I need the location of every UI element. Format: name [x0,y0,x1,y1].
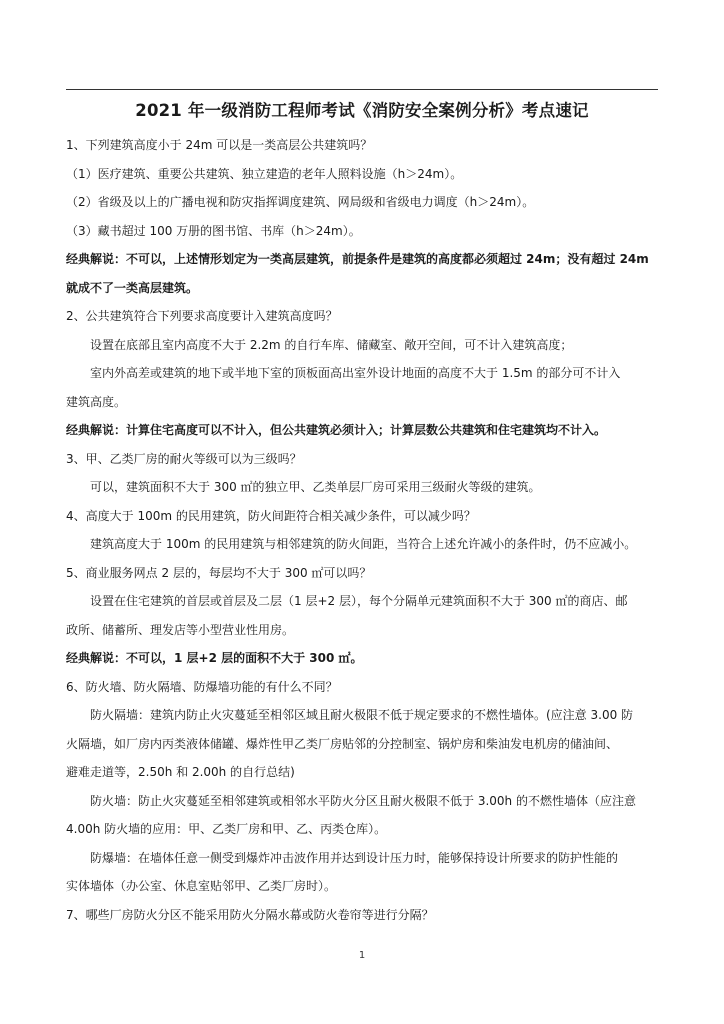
answer-3: 可以，建筑面积不大于 300 ㎡的独立甲、乙类单层厂房可采用三级耐火等级的建筑。 [90,480,541,494]
answer-5: 设置在住宅建筑的首层或首层及二层（1 层+2 层），每个分隔单元建筑面积不大于 300 ㎡的商店、邮 [90,594,628,608]
explanation-5: 经典解说：不可以，1 层+2 层的面积不大于 300 ㎡。 [66,651,363,665]
question-5: 5、商业服务网点 2 层的，每层均不大于 300 ㎡可以吗？ [66,565,372,580]
document-title: 2021 年一级消防工程师考试《消防安全案例分析》考点速记 [135,101,589,120]
question-4: 4、高度大于 100m 的民用建筑，防火间距符合相关减少条件，可以减少吗？ [66,508,476,523]
page-number: 1 [358,950,366,961]
list-item: （2）省级及以上的广播电视和防灾指挥调度建筑、网局级和省级电力调度（h＞24m）。 [66,195,535,209]
answer-6-blastwall: 防爆墙：在墙体任意一侧受到爆炸冲击波作用并达到设计压力时，能够保持设计所要求的防护性能的 [90,850,619,865]
answer-2-cont: 建筑高度。 [66,394,127,409]
question-6: 6、防火墙、防火隔墙、防爆墙功能的有什么不同？ [66,679,338,694]
question-3: 3、甲、乙类厂房的耐火等级可以为三级吗？ [66,451,302,466]
question-2: 2、公共建筑符合下列要求高度要计入建筑高度吗？ [66,309,338,323]
answer-2-para: 设置在底部且室内高度不大于 2.2m 的自行车库、储藏室、敞开空间，可不计入建筑高度； [90,337,573,352]
list-item: （1）医疗建筑、重要公共建筑、独立建造的老年人照料设施（h＞24m）。 [66,166,463,181]
answer-5-cont: 政所、储蓄所、理发店等小型营业性用房。 [66,622,295,637]
answer-6-partition-cont: 火隔墙，如厂房内丙类液体储罐、爆炸性甲乙类厂房贴邻的分控制室、锅炉房和柴油发电机房的储油间、 [66,736,619,751]
explanation-1-cont: 就成不了一类高层建筑。 [66,280,199,295]
answer-4: 建筑高度大于 100m 的民用建筑与相邻建筑的防火间距，当符合上述允许减小的条件时，仍不应减小。 [90,537,637,551]
document-body [66,131,658,929]
explanation-2: 经典解说：计算住宅高度可以不计入，但公共建筑必须计入；计算层数公共建筑和住宅建筑均不计入。 [66,423,607,437]
answer-6-firewall-cont: 4.00h 防火墙的应用：甲、乙类厂房和甲、乙、丙类仓库）。 [66,822,387,836]
answer-6-partition: 防火隔墙：建筑内防止火灾蔓延至相邻区域且耐火极限不低于规定要求的不燃性墙体。(应注意 3.00 防 [90,708,634,722]
question-1: 1、下列建筑高度小于 24m 可以是一类高层公共建筑吗？ [66,138,373,152]
header-rule [66,89,658,90]
answer-6-blastwall-cont: 实体墙体（办公室、休息室贴邻甲、乙类厂房时）。 [66,879,337,893]
explanation-1: 经典解说：不可以，上述情形划定为一类高层建筑，前提条件是建筑的高度都必须超过 24m；没有超过 24m [66,252,649,266]
answer-6-firewall: 防火墙：防止火灾蔓延至相邻建筑或相邻水平防火分区且耐火极限不低于 3.00h 的不燃性墙体（应注意 [90,793,636,808]
list-item: （3）藏书超过 100 万册的图书馆、书库（h＞24m）。 [66,223,361,238]
question-7: 7、哪些厂房防火分区不能采用防火分隔水幕或防火卷帘等进行分隔？ [66,907,434,922]
answer-6-partition-cont: 避难走道等，2.50h 和 2.00h 的自行总结) [66,765,295,779]
answer-2-para: 室内外高差或建筑的地下或半地下室的顶板面高出室外设计地面的高度不大于 1.5m 的部分可不计入 [90,366,621,380]
